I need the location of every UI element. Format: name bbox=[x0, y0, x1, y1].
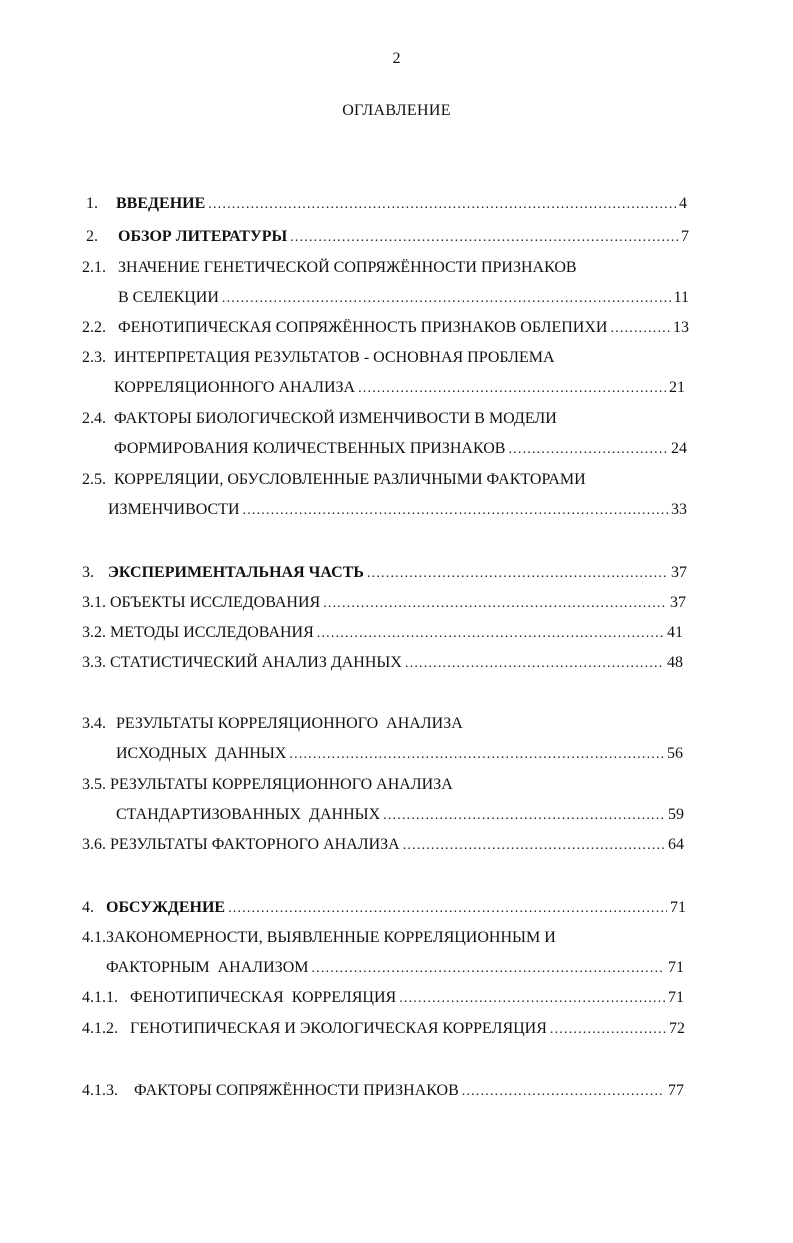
dot-leader bbox=[208, 195, 676, 215]
toc-number: 4.1. bbox=[82, 929, 106, 946]
toc-page: 71 bbox=[670, 899, 686, 916]
toc-number: 2.4. bbox=[82, 410, 106, 427]
toc-number: 2.5. bbox=[82, 471, 106, 488]
toc-page: 59 bbox=[668, 806, 684, 823]
toc-entry-4-1-1 bbox=[82, 988, 684, 1009]
toc-entry-2-3 bbox=[82, 348, 612, 368]
dot-leader bbox=[222, 289, 671, 309]
page-title: ОГЛАВЛЕНИЕ bbox=[342, 102, 451, 119]
dot-leader bbox=[508, 440, 668, 460]
toc-title: ФЕНОТИПИЧЕСКАЯ КОРРЕЛЯЦИЯ bbox=[130, 989, 397, 1006]
toc-title: ОБЪЕКТЫ ИССЛЕДОВАНИЯ bbox=[110, 594, 321, 611]
toc-title: ВВЕДЕНИЕ bbox=[116, 195, 206, 212]
toc-entry-3-5 bbox=[82, 775, 582, 795]
toc-title: ОБСУЖДЕНИЕ bbox=[106, 899, 226, 916]
dot-leader bbox=[399, 989, 665, 1009]
toc-entry-3-3 bbox=[82, 653, 683, 674]
toc-title: РЕЗУЛЬТАТЫ КОРРЕЛЯЦИОННОГО АНАЛИЗА bbox=[110, 776, 453, 793]
toc-entry-2 bbox=[86, 227, 689, 248]
toc-entry-4-1-2 bbox=[82, 1019, 685, 1040]
toc-title-cont: ИСХОДНЫХ ДАННЫХ bbox=[116, 745, 287, 762]
dot-leader bbox=[228, 899, 667, 919]
toc-page: 77 bbox=[668, 1082, 684, 1099]
toc-entry-3-4-cont bbox=[116, 744, 683, 765]
toc-entry-3-5-cont bbox=[116, 805, 684, 826]
toc-title: ЭКСПЕРИМЕНТАЛЬНАЯ ЧАСТЬ bbox=[108, 564, 364, 581]
toc-entry-4 bbox=[82, 898, 686, 919]
dot-leader bbox=[289, 745, 664, 765]
dot-leader bbox=[403, 836, 665, 856]
toc-page: 71 bbox=[668, 989, 684, 1006]
toc-entry-2-1 bbox=[82, 258, 612, 278]
toc-page: 48 bbox=[667, 654, 683, 671]
toc-entry-3-1 bbox=[82, 593, 686, 614]
toc-number: 4.1.3. bbox=[82, 1082, 118, 1099]
toc-title: ИНТЕРПРЕТАЦИЯ РЕЗУЛЬТАТОВ - ОСНОВНАЯ ПРОБЛЕМА bbox=[114, 349, 555, 366]
toc-entry-4-1-3 bbox=[82, 1081, 684, 1102]
toc-entry-1 bbox=[86, 194, 687, 215]
toc-title-cont: СТАНДАРТИЗОВАННЫХ ДАННЫХ bbox=[116, 806, 381, 823]
toc-entry-3-4 bbox=[82, 714, 582, 734]
toc-entry-4-1-cont bbox=[106, 958, 684, 979]
dot-leader bbox=[290, 228, 678, 248]
toc-number: 1. bbox=[86, 195, 98, 212]
toc-page: 11 bbox=[673, 289, 689, 306]
toc-title: ФАКТОРЫ СОПРЯЖЁННОСТИ ПРИЗНАКОВ bbox=[134, 1082, 459, 1099]
toc-number: 2.1. bbox=[82, 259, 106, 276]
toc-page: 71 bbox=[668, 959, 684, 976]
toc-title-cont: В СЕЛЕКЦИИ bbox=[118, 289, 219, 306]
dot-leader bbox=[243, 501, 669, 521]
page-number: 2 bbox=[392, 50, 401, 67]
toc-title: ФАКТОРЫ БИОЛОГИЧЕСКОЙ ИЗМЕНЧИВОСТИ В МОДЕЛИ bbox=[114, 410, 557, 427]
toc-number: 3.1. bbox=[82, 594, 106, 611]
toc-entry-2-3-cont bbox=[114, 378, 685, 399]
dot-leader bbox=[367, 564, 668, 584]
toc-title: ОБЗОР ЛИТЕРАТУРЫ bbox=[118, 228, 288, 245]
toc-title: РЕЗУЛЬТАТЫ КОРРЕЛЯЦИОННОГО АНАЛИЗА bbox=[116, 715, 463, 732]
dot-leader bbox=[383, 806, 665, 826]
toc-number: 2.3. bbox=[82, 349, 106, 366]
toc-title-cont: КОРРЕЛЯЦИОННОГО АНАЛИЗА bbox=[114, 379, 356, 396]
dot-leader bbox=[462, 1082, 665, 1102]
toc-number: 3. bbox=[82, 564, 94, 581]
toc-number: 3.6. bbox=[82, 836, 106, 853]
toc-title: СТАТИСТИЧЕСКИЙ АНАЛИЗ ДАННЫХ bbox=[110, 654, 402, 671]
toc-number: 4.1.2. bbox=[82, 1020, 118, 1037]
toc-title: ЗАКОНОМЕРНОСТИ, ВЫЯВЛЕННЫЕ КОРРЕЛЯЦИОННЫМ И bbox=[106, 929, 556, 946]
dot-leader bbox=[311, 959, 665, 979]
toc-page: 13 bbox=[673, 319, 689, 336]
toc-title-cont: ИЗМЕНЧИВОСТИ bbox=[108, 501, 240, 518]
dot-leader bbox=[317, 624, 664, 644]
toc-page: 37 bbox=[671, 564, 687, 581]
toc-page: 56 bbox=[667, 745, 683, 762]
toc-page: 64 bbox=[668, 836, 684, 853]
dot-leader bbox=[610, 319, 670, 339]
toc-page: 7 bbox=[681, 228, 689, 245]
toc-number: 3.3. bbox=[82, 654, 106, 671]
toc-title-cont: ФАКТОРНЫМ АНАЛИЗОМ bbox=[106, 959, 309, 976]
toc-number: 4.1.1. bbox=[82, 989, 118, 1006]
toc-entry-3 bbox=[82, 563, 687, 584]
toc-page: 24 bbox=[671, 440, 687, 457]
toc-title-cont: ФОРМИРОВАНИЯ КОЛИЧЕСТВЕННЫХ ПРИЗНАКОВ bbox=[114, 440, 506, 457]
toc-title: ГЕНОТИПИЧЕСКАЯ И ЭКОЛОГИЧЕСКАЯ КОРРЕЛЯЦИЯ bbox=[130, 1020, 547, 1037]
toc-entry-4-1 bbox=[82, 928, 602, 948]
toc-page: 21 bbox=[669, 379, 685, 396]
toc-number: 2.2. bbox=[82, 319, 106, 336]
toc-entry-2-1-cont bbox=[118, 288, 689, 309]
dot-leader bbox=[550, 1020, 666, 1040]
toc-number: 2. bbox=[86, 228, 98, 245]
toc-entry-2-4 bbox=[82, 409, 612, 429]
dot-leader bbox=[405, 654, 664, 674]
toc-number: 3.4. bbox=[82, 715, 106, 732]
toc-number: 3.5. bbox=[82, 776, 106, 793]
toc-entry-2-4-cont bbox=[114, 439, 687, 460]
toc-page: 33 bbox=[671, 501, 687, 518]
toc-entry-2-5-cont bbox=[108, 500, 687, 521]
toc-number: 3.2. bbox=[82, 624, 106, 641]
toc-title: ФЕНОТИПИЧЕСКАЯ СОПРЯЖЁННОСТЬ ПРИЗНАКОВ ОБЛЕПИХИ bbox=[118, 319, 608, 336]
dot-leader bbox=[358, 379, 666, 399]
toc-entry-3-2 bbox=[82, 623, 683, 644]
toc-page: 41 bbox=[667, 624, 683, 641]
toc-title: ЗНАЧЕНИЕ ГЕНЕТИЧЕСКОЙ СОПРЯЖЁННОСТИ ПРИЗНАКОВ bbox=[118, 259, 577, 276]
toc-page: 72 bbox=[669, 1020, 685, 1037]
toc-page: 37 bbox=[670, 594, 686, 611]
toc-entry-2-2 bbox=[82, 318, 689, 339]
toc-title: РЕЗУЛЬТАТЫ ФАКТОРНОГО АНАЛИЗА bbox=[110, 836, 400, 853]
toc-title: КОРРЕЛЯЦИИ, ОБУСЛОВЛЕННЫЕ РАЗЛИЧНЫМИ ФАКТОРАМИ bbox=[114, 471, 586, 488]
toc-title: МЕТОДЫ ИССЛЕДОВАНИЯ bbox=[110, 624, 314, 641]
dot-leader bbox=[323, 594, 667, 614]
toc-number: 4. bbox=[82, 899, 94, 916]
toc-entry-2-5 bbox=[82, 470, 642, 490]
toc-entry-3-6 bbox=[82, 835, 684, 856]
toc-page: 4 bbox=[679, 195, 687, 212]
